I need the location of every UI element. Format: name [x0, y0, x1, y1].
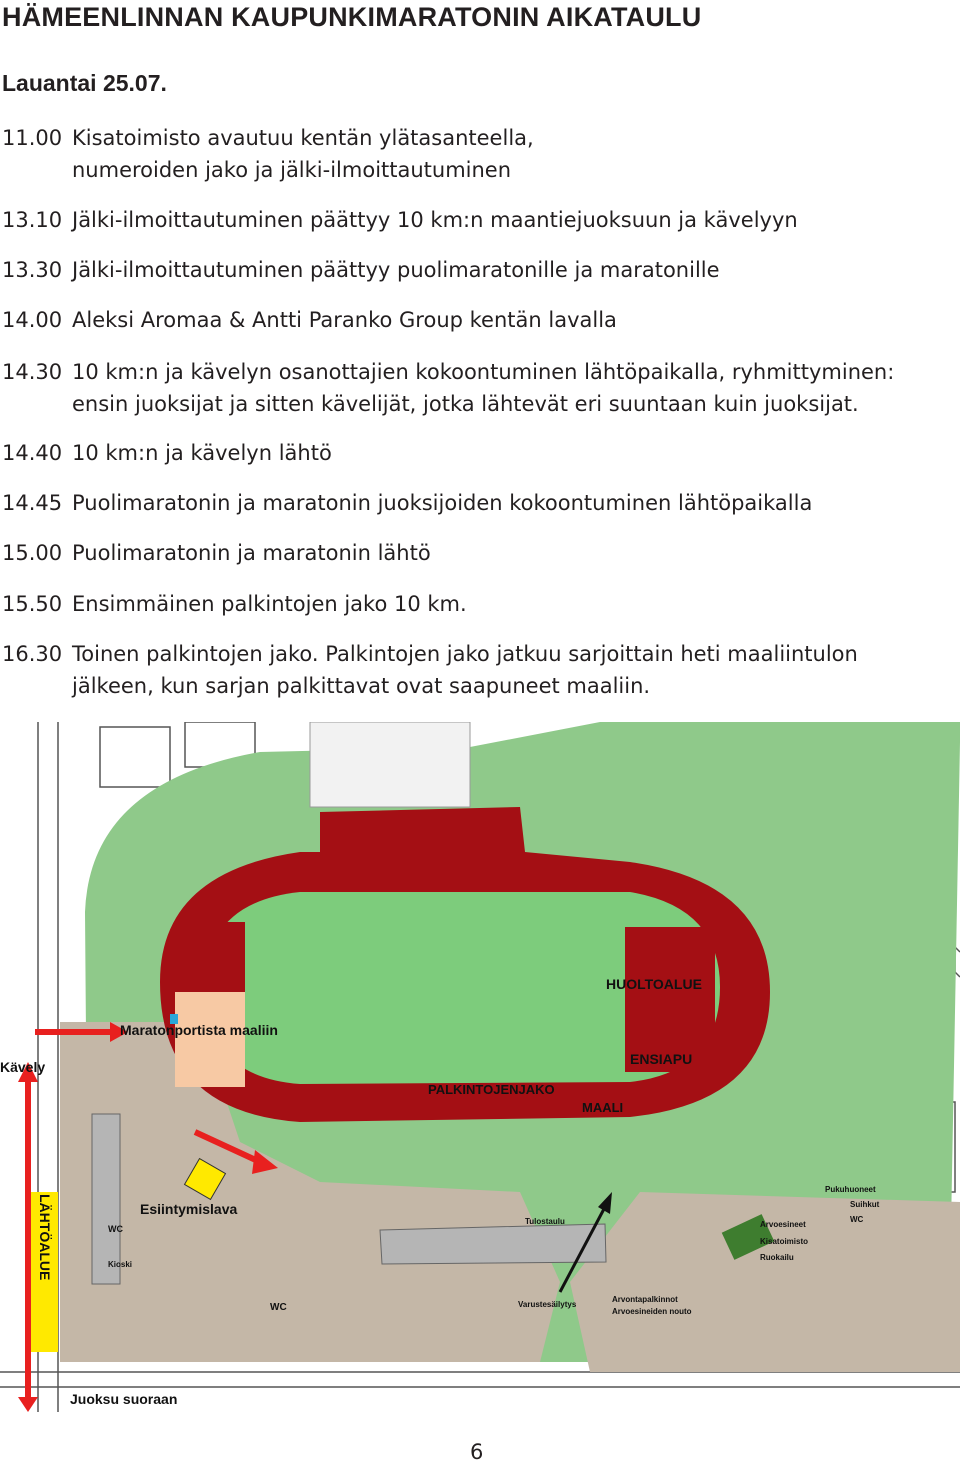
north-stand — [310, 722, 470, 807]
label-palkintojenjako: PALKINTOJENJAKO — [428, 1082, 555, 1097]
stadium-map — [0, 722, 960, 1412]
schedule-time: 14.30 — [2, 360, 63, 384]
schedule-time: 14.45 — [2, 491, 63, 515]
page-title: HÄMEENLINNAN KAUPUNKIMARATONIN AIKATAULU — [2, 2, 702, 32]
schedule-description: Ensimmäinen palkintojen jako 10 km. — [72, 592, 467, 616]
label-arvoesineet: Arvoesineet — [760, 1220, 806, 1229]
schedule-description: jälkeen, kun sarjan palkittavat ovat saapuneet maaliin. — [72, 674, 651, 698]
label-kavely: Kävely — [0, 1059, 46, 1075]
schedule-time: 14.00 — [2, 308, 63, 332]
date-heading: Lauantai 25.07. — [2, 70, 167, 96]
schedule-description: 10 km:n ja kävelyn osanottajien kokoontuminen lähtöpaikalla, ryhmittyminen: — [72, 360, 895, 384]
label-maali: MAALI — [582, 1100, 624, 1115]
schedule-time: 14.40 — [2, 441, 63, 465]
label-pukuhuoneet: Pukuhuoneet — [825, 1185, 876, 1194]
label-kioski: Kioski — [108, 1260, 133, 1269]
label-ruokailu: Ruokailu — [760, 1253, 794, 1262]
schedule-description: ensin juoksijat ja sitten kävelijät, jotka lähtevät eri suuntaan kuin juoksijat. — [72, 392, 859, 416]
label-huoltoalue: HUOLTOALUE — [606, 976, 702, 992]
schedule-time: 16.30 — [2, 642, 63, 666]
label-lahtoalue: LÄHTÖALUE — [37, 1194, 53, 1281]
page-number: 6 — [470, 1440, 484, 1464]
label-ensiapu: ENSIAPU — [630, 1051, 693, 1067]
schedule-time: 13.30 — [2, 258, 63, 282]
label-kisatoimisto: Kisatoimisto — [760, 1237, 809, 1246]
label-wc-east: WC — [850, 1215, 864, 1224]
schedule-description: numeroiden jako ja jälki-ilmoittautuminen — [72, 158, 512, 182]
schedule-description: Toinen palkintojen jako. Palkintojen jako jatkuu sarjoittain heti maaliintulon — [72, 642, 858, 666]
label-wc-west: WC — [108, 1224, 123, 1234]
label-tulostaulu: Tulostaulu — [525, 1217, 565, 1226]
schedule-time: 11.00 — [2, 126, 63, 150]
schedule-description: Jälki-ilmoittautuminen päättyy puolimaratonille ja maratonille — [72, 258, 720, 282]
schedule-description: Puolimaratonin ja maratonin juoksijoiden kokoontuminen lähtöpaikalla — [72, 491, 813, 515]
west-sand — [175, 992, 245, 1087]
label-juoksu: Juoksu suoraan — [70, 1391, 178, 1407]
label-suihkut: Suihkut — [850, 1200, 880, 1209]
label-arvontapalkinnot: Arvontapalkinnot — [612, 1295, 678, 1304]
schedule-description: Puolimaratonin ja maratonin lähtö — [72, 541, 431, 565]
label-wc-south: WC — [270, 1302, 287, 1313]
schedule-time: 15.50 — [2, 592, 63, 616]
label-varusteet: Varustesäilytys — [518, 1300, 577, 1309]
schedule-description: 10 km:n ja kävelyn lähtö — [72, 441, 332, 465]
schedule-description: Aleksi Aromaa & Antti Paranko Group kentän lavalla — [72, 308, 617, 332]
schedule-description: Kisatoimisto avautuu kentän ylätasanteella, — [72, 126, 534, 150]
label-maratonportista: Maratonportista maaliin — [120, 1022, 278, 1038]
schedule-description: Jälki-ilmoittautuminen päättyy 10 km:n maantiejuoksuun ja kävelyyn — [72, 208, 798, 232]
west-red-block — [205, 922, 245, 992]
gravel-east — [570, 1192, 960, 1372]
schedule-time: 15.00 — [2, 541, 63, 565]
label-esiintymislava: Esiintymislava — [140, 1201, 238, 1217]
wc-building — [92, 1114, 120, 1284]
tulostaulu-building — [380, 1224, 606, 1264]
schedule-time: 13.10 — [2, 208, 63, 232]
label-arvoesineiden: Arvoesineiden nouto — [612, 1307, 692, 1316]
